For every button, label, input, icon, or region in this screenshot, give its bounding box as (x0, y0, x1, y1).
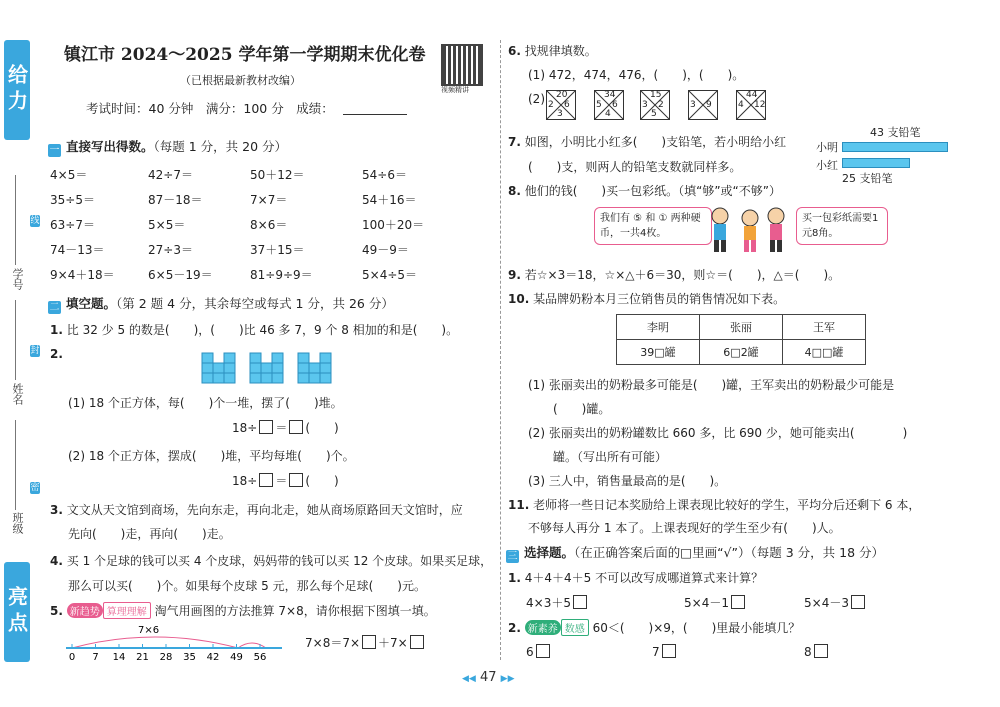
calc-item: 49－9＝ (362, 243, 409, 257)
pattern-number: 2 (658, 100, 664, 110)
calc-item: 7×7＝ (250, 193, 288, 207)
tick-label: 0 (68, 652, 76, 663)
question-2-10-1: (1) 张丽卖出的奶粉最多可能是( )罐，王军卖出的奶粉最少可能是 (528, 378, 895, 392)
calc-item: 81÷9÷9＝ (250, 268, 313, 282)
pattern-number: 34 (604, 90, 616, 100)
pencil-43-label: 43 支铅笔 (870, 126, 921, 139)
pattern-box (640, 90, 670, 120)
tick-label: 56 (253, 652, 267, 663)
question-2-10-1-cont: ( )罐。 (553, 402, 611, 416)
tick-label: 35 (183, 652, 196, 663)
tick-label: 14 (112, 652, 126, 663)
pattern-number: 6 (564, 100, 570, 110)
table-header: 王军 (783, 315, 866, 340)
question-2-6-2-label: (2) (528, 92, 545, 106)
calc-item: 54＋16＝ (362, 193, 417, 207)
pattern-number: 15 (650, 90, 662, 100)
equation-2-2-1: 18÷ ＝ ( ) (232, 421, 339, 435)
qr-code-icon[interactable] (441, 44, 483, 86)
choice-option[interactable]: 5×4－3 (804, 594, 867, 611)
xiaoming-bar (842, 142, 948, 152)
equation-2-5: 7×8＝7× ＋7× (305, 634, 426, 651)
question-2-10: 10. 某品牌奶粉本月三位销售员的销售情况如下表。 (508, 292, 786, 306)
choice-option[interactable]: 5×4－1 (684, 594, 747, 611)
arc-label: 7×6 (138, 625, 160, 636)
question-2-2-label: 2. (50, 347, 63, 361)
check-box[interactable] (851, 595, 865, 609)
margin-line (15, 420, 16, 510)
brand-tab-top: 给力 (4, 40, 30, 140)
section1-heading: 一 直接写出得数。（每题 1 分，共 20 分） (49, 139, 288, 156)
exam-info: 考试时间：40 分钟 满分：100 分 成绩： (86, 101, 334, 116)
question-2-11: 11. 老师将一些日记本奖励给上课表现比较好的学生，平均分后还剩下 6 本， (508, 498, 921, 512)
question-2-2-2: (2) 18 个正方体，摆成( )堆，平均每堆( )个。 (68, 449, 355, 463)
pattern-number: 3 (690, 100, 696, 110)
xiaoming-label: 小明 (816, 141, 838, 154)
margin-line (15, 300, 16, 380)
choice-option[interactable]: 8 (804, 644, 830, 659)
question-2-6: 6. 找规律填数。 (508, 44, 597, 58)
question-2-1: 1. 比 32 少 5 的数是( )，( )比 46 多 7，9 个 8 相加的和是( )。 (50, 323, 459, 337)
question-2-11-cont: 不够每人再分 1 本了。上课表现好的学生至少有( )人。 (528, 521, 841, 535)
question-2-8: 8. 他们的钱( )买一包彩纸。（填“够”或“不够”） (508, 184, 781, 198)
cube-stack (298, 353, 331, 383)
pattern-number: 4 (605, 109, 611, 119)
pattern-number: 20 (556, 90, 568, 100)
seal-mark: 封 (30, 346, 40, 356)
xiaohong-label: 小红 (816, 159, 838, 172)
calc-item: 4×5＝ (50, 168, 88, 182)
calc-item: 35÷5＝ (50, 193, 95, 207)
calc-item: 9×4＋18＝ (50, 268, 115, 282)
check-box[interactable] (731, 595, 745, 609)
qr-caption: 视频精讲 (441, 86, 469, 94)
cube-stack (250, 353, 283, 383)
pattern-box (546, 90, 576, 120)
question-2-5: 5. 新趋势 算理理解 淘气用画图的方法推算 7×8，请你根据下图填一填。 (50, 604, 436, 618)
tick-label: 42 (206, 652, 220, 663)
calc-item: 54÷6＝ (362, 168, 407, 182)
table-cell: 6□2罐 (700, 340, 783, 365)
question-2-10-2: (2) 张丽卖出的奶粉罐数比 660 多，比 690 少，她可能卖出( ) (528, 426, 908, 440)
section3-heading: 三 选择题。（在正确答案后面的□里画“√”）（每题 3 分，共 18 分） (507, 545, 884, 562)
student-id-label: 学号 (11, 268, 24, 290)
question-2-3-cont: 先向( )走，再向( )走。 (68, 527, 231, 541)
calc-item: 37＋15＝ (250, 243, 305, 257)
calc-item: 5×5＝ (148, 218, 186, 232)
tick-label: 7 (92, 652, 99, 663)
calc-item: 42÷7＝ (148, 168, 193, 182)
tick-label: 49 (230, 652, 243, 663)
pattern-number: 3 (642, 100, 648, 110)
exam-subtitle: （已根据最新教材改编） (180, 74, 301, 87)
next-arrow-icon: ▶▶ (500, 674, 515, 684)
question-2-7: 7. 如图，小明比小红多( )支铅笔，若小明给小红 (508, 135, 787, 149)
question-2-9: 9. 若☆×3＝18，☆×△＋6＝30，则☆＝( )，△＝( )。 (508, 268, 841, 282)
pattern-box (736, 90, 766, 120)
calc-item: 74－13＝ (50, 243, 105, 257)
check-box[interactable] (573, 595, 587, 609)
pattern-number: 9 (706, 100, 712, 110)
question-2-4: 4. 买 1 个足球的钱可以买 4 个皮球，妈妈带的钱可以买 12 个皮球。如果买足球， (50, 554, 493, 568)
xiaohong-bar (842, 158, 910, 168)
sales-table (616, 314, 866, 365)
choice-question-1: 1. 4＋4＋4＋5 不可以改写成哪道算式来计算？ (508, 571, 764, 585)
table-header: 李明 (617, 315, 700, 340)
name-label: 姓名 (11, 383, 24, 405)
question-2-7-cont: ( )支，则两人的铅笔支数就同样多。 (528, 160, 742, 174)
calc-item: 100＋20＝ (362, 218, 425, 232)
pattern-box (594, 90, 624, 120)
tick-label: 21 (136, 652, 149, 663)
check-box[interactable] (536, 644, 550, 658)
seal-mark: 密 (30, 483, 40, 493)
question-2-10-3: (3) 三人中，销售量最高的是( )。 (528, 474, 727, 488)
exam-title: 镇江市 2024～2025 学年第一学期期末优化卷 (64, 45, 426, 65)
calc-item: 50＋12＝ (250, 168, 305, 182)
tick-label: 28 (159, 652, 173, 663)
question-2-3: 3. 文文从天文馆到商场，先向东走，再向北走，她从商场原路回天文馆时，应 (50, 503, 463, 517)
question-2-10-2-cont: 罐。（写出所有可能） (553, 450, 668, 464)
pattern-box (688, 90, 718, 120)
question-2-2-1: (1) 18 个正方体，每( )个一堆，摆了( )堆。 (68, 396, 343, 410)
table-cell: 4□□罐 (783, 340, 866, 365)
pattern-number: 5 (651, 109, 657, 119)
section2-heading: 二 填空题。（第 2 题 4 分，其余每空或每式 1 分，共 26 分） (49, 296, 394, 313)
pencil-25-label: 25 支铅笔 (842, 172, 893, 185)
pattern-number: 2 (548, 100, 554, 110)
calc-item: 27÷3＝ (148, 243, 193, 257)
cube-stacks-figure (200, 345, 340, 385)
pattern-number: 3 (557, 109, 563, 119)
choice-option[interactable]: 4×3＋5 (526, 594, 589, 611)
calc-item: 8×6＝ (250, 218, 288, 232)
calc-item: 87－18＝ (148, 193, 203, 207)
question-2-6-1: (1) 472，474，476，( )，( )。 (528, 68, 745, 82)
margin-line (15, 175, 16, 265)
calc-item: 6×5－19＝ (148, 268, 213, 282)
calc-item: 5×4÷5＝ (362, 268, 418, 282)
page-number: ◀◀ 47 ▶▶ (462, 670, 515, 685)
choice-question-2: 2. 新素养 数感 60＜( )×9，( )里最小能填几？ (508, 621, 801, 635)
cube-stack (202, 353, 235, 383)
calc-item: 63÷7＝ (50, 218, 95, 232)
check-box[interactable] (662, 644, 676, 658)
pattern-number: 6 (612, 100, 618, 110)
table-cell: 39□罐 (617, 340, 700, 365)
table-header: 张丽 (700, 315, 783, 340)
question-2-4-cont: 那么可以买( )个。如果每个皮球 5 元，那么每个足球( )元。 (68, 579, 426, 593)
speech-bubble-right: 买一包彩纸需要1元8角。 (796, 207, 888, 245)
speech-bubble-left: 我们有 ⑤ 和 ① 两种硬币，一共4枚。 (594, 207, 712, 245)
choice-option[interactable]: 6 (526, 644, 552, 659)
seal-mark: 线 (30, 216, 40, 226)
class-label: 班级 (11, 512, 24, 534)
number-line (60, 622, 290, 664)
children-illustration (704, 204, 794, 256)
column-divider (500, 40, 502, 660)
prev-arrow-icon: ◀◀ (462, 674, 476, 684)
binding-margin (0, 0, 34, 707)
choice-option[interactable]: 7 (652, 644, 678, 659)
brand-tab-bottom: 亮点 (4, 562, 30, 662)
check-box[interactable] (814, 644, 828, 658)
pattern-number: 5 (596, 100, 602, 110)
pattern-number: 44 (746, 90, 758, 100)
pattern-number: 12 (754, 100, 766, 110)
score-blank (343, 114, 407, 115)
pattern-number: 4 (738, 100, 744, 110)
equation-2-2-2: 18÷ ＝ ( ) (232, 474, 339, 488)
